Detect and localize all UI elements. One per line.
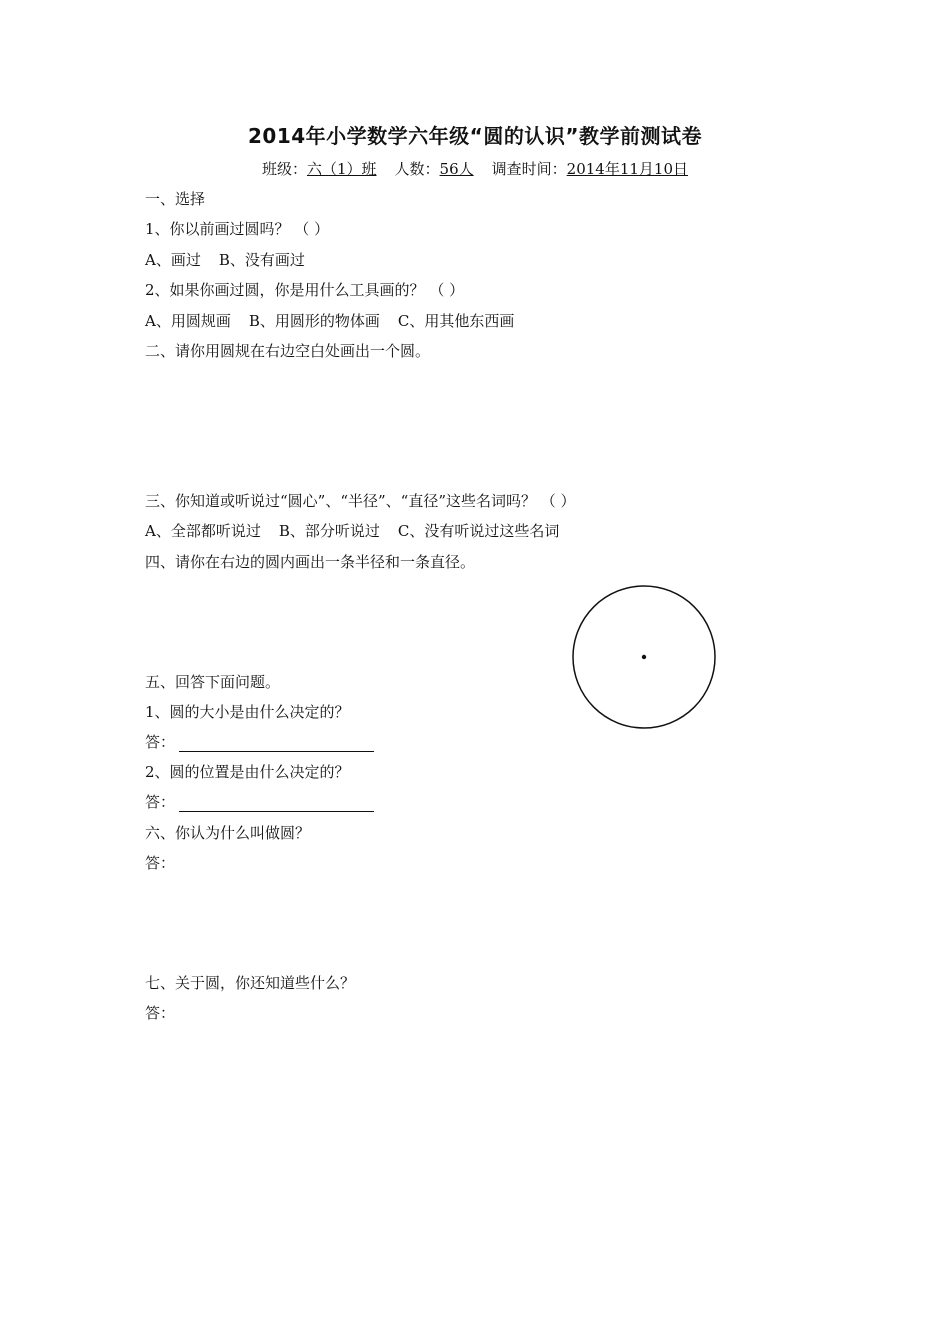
section-4-heading: 四、请你在右边的圆内画出一条半径和一条直径。 <box>145 553 476 571</box>
section-6-heading: 六、你认为什么叫做圆？ <box>145 824 311 842</box>
date-label: 调查时间： <box>491 160 567 178</box>
section-7-heading: 七、关于圆，你还知道些什么？ <box>145 974 356 992</box>
section-5-heading: 五、回答下面问题。 <box>145 673 281 691</box>
question-5-1: 1、圆的大小是由什么决定的？ <box>145 703 350 721</box>
option-b: B、没有画过 <box>218 251 305 269</box>
class-label: 班级： <box>261 160 307 178</box>
survey-meta <box>0 158 950 179</box>
option-a: A、用圆规画 <box>145 312 231 330</box>
question-1-2: 2、如果你画过圆，你是用什么工具画的？ （ ） <box>145 281 465 299</box>
answer-row-5-2 <box>145 792 374 812</box>
answer-blank[interactable] <box>179 795 374 812</box>
option-a: A、全部都听说过 <box>145 522 261 540</box>
circle-center-dot <box>642 655 646 659</box>
count-label: 人数： <box>394 160 440 178</box>
answer-blank[interactable] <box>179 735 374 752</box>
section-3-heading: 三、你知道或听说过“圆心”、“半径”、“直径”这些名词吗？ （ ） <box>145 492 576 510</box>
option-c: C、没有听说过这些名词 <box>397 522 560 540</box>
page-title: 2014年小学数学六年级“圆的认识”教学前测试卷 <box>248 124 702 148</box>
question-1-1: 1、你以前画过圆吗？ （ ） <box>145 220 330 238</box>
answer-label: 答： <box>145 854 176 872</box>
question-1-1-options <box>145 250 305 270</box>
section-3-options <box>145 521 559 541</box>
date-value: 2014年11月10日 <box>566 160 689 178</box>
question-1-2-options <box>145 311 514 331</box>
option-b: B、部分听说过 <box>278 522 380 540</box>
answer-label: 答： <box>145 793 176 811</box>
option-b: B、用圆形的物体画 <box>248 312 380 330</box>
answer-row-5-1 <box>145 732 374 752</box>
class-value: 六（1）班 <box>306 160 377 178</box>
option-a: A、画过 <box>145 251 201 269</box>
answer-label: 答： <box>145 1004 176 1022</box>
count-value: 56人 <box>439 160 474 178</box>
answer-label: 答： <box>145 733 176 751</box>
option-c: C、用其他东西画 <box>397 312 515 330</box>
section-1-heading: 一、选择 <box>145 190 206 208</box>
section-2-heading: 二、请你用圆规在右边空白处画出一个圆。 <box>145 342 431 360</box>
question-5-2: 2、圆的位置是由什么决定的？ <box>145 763 350 781</box>
circle-figure <box>570 584 720 732</box>
